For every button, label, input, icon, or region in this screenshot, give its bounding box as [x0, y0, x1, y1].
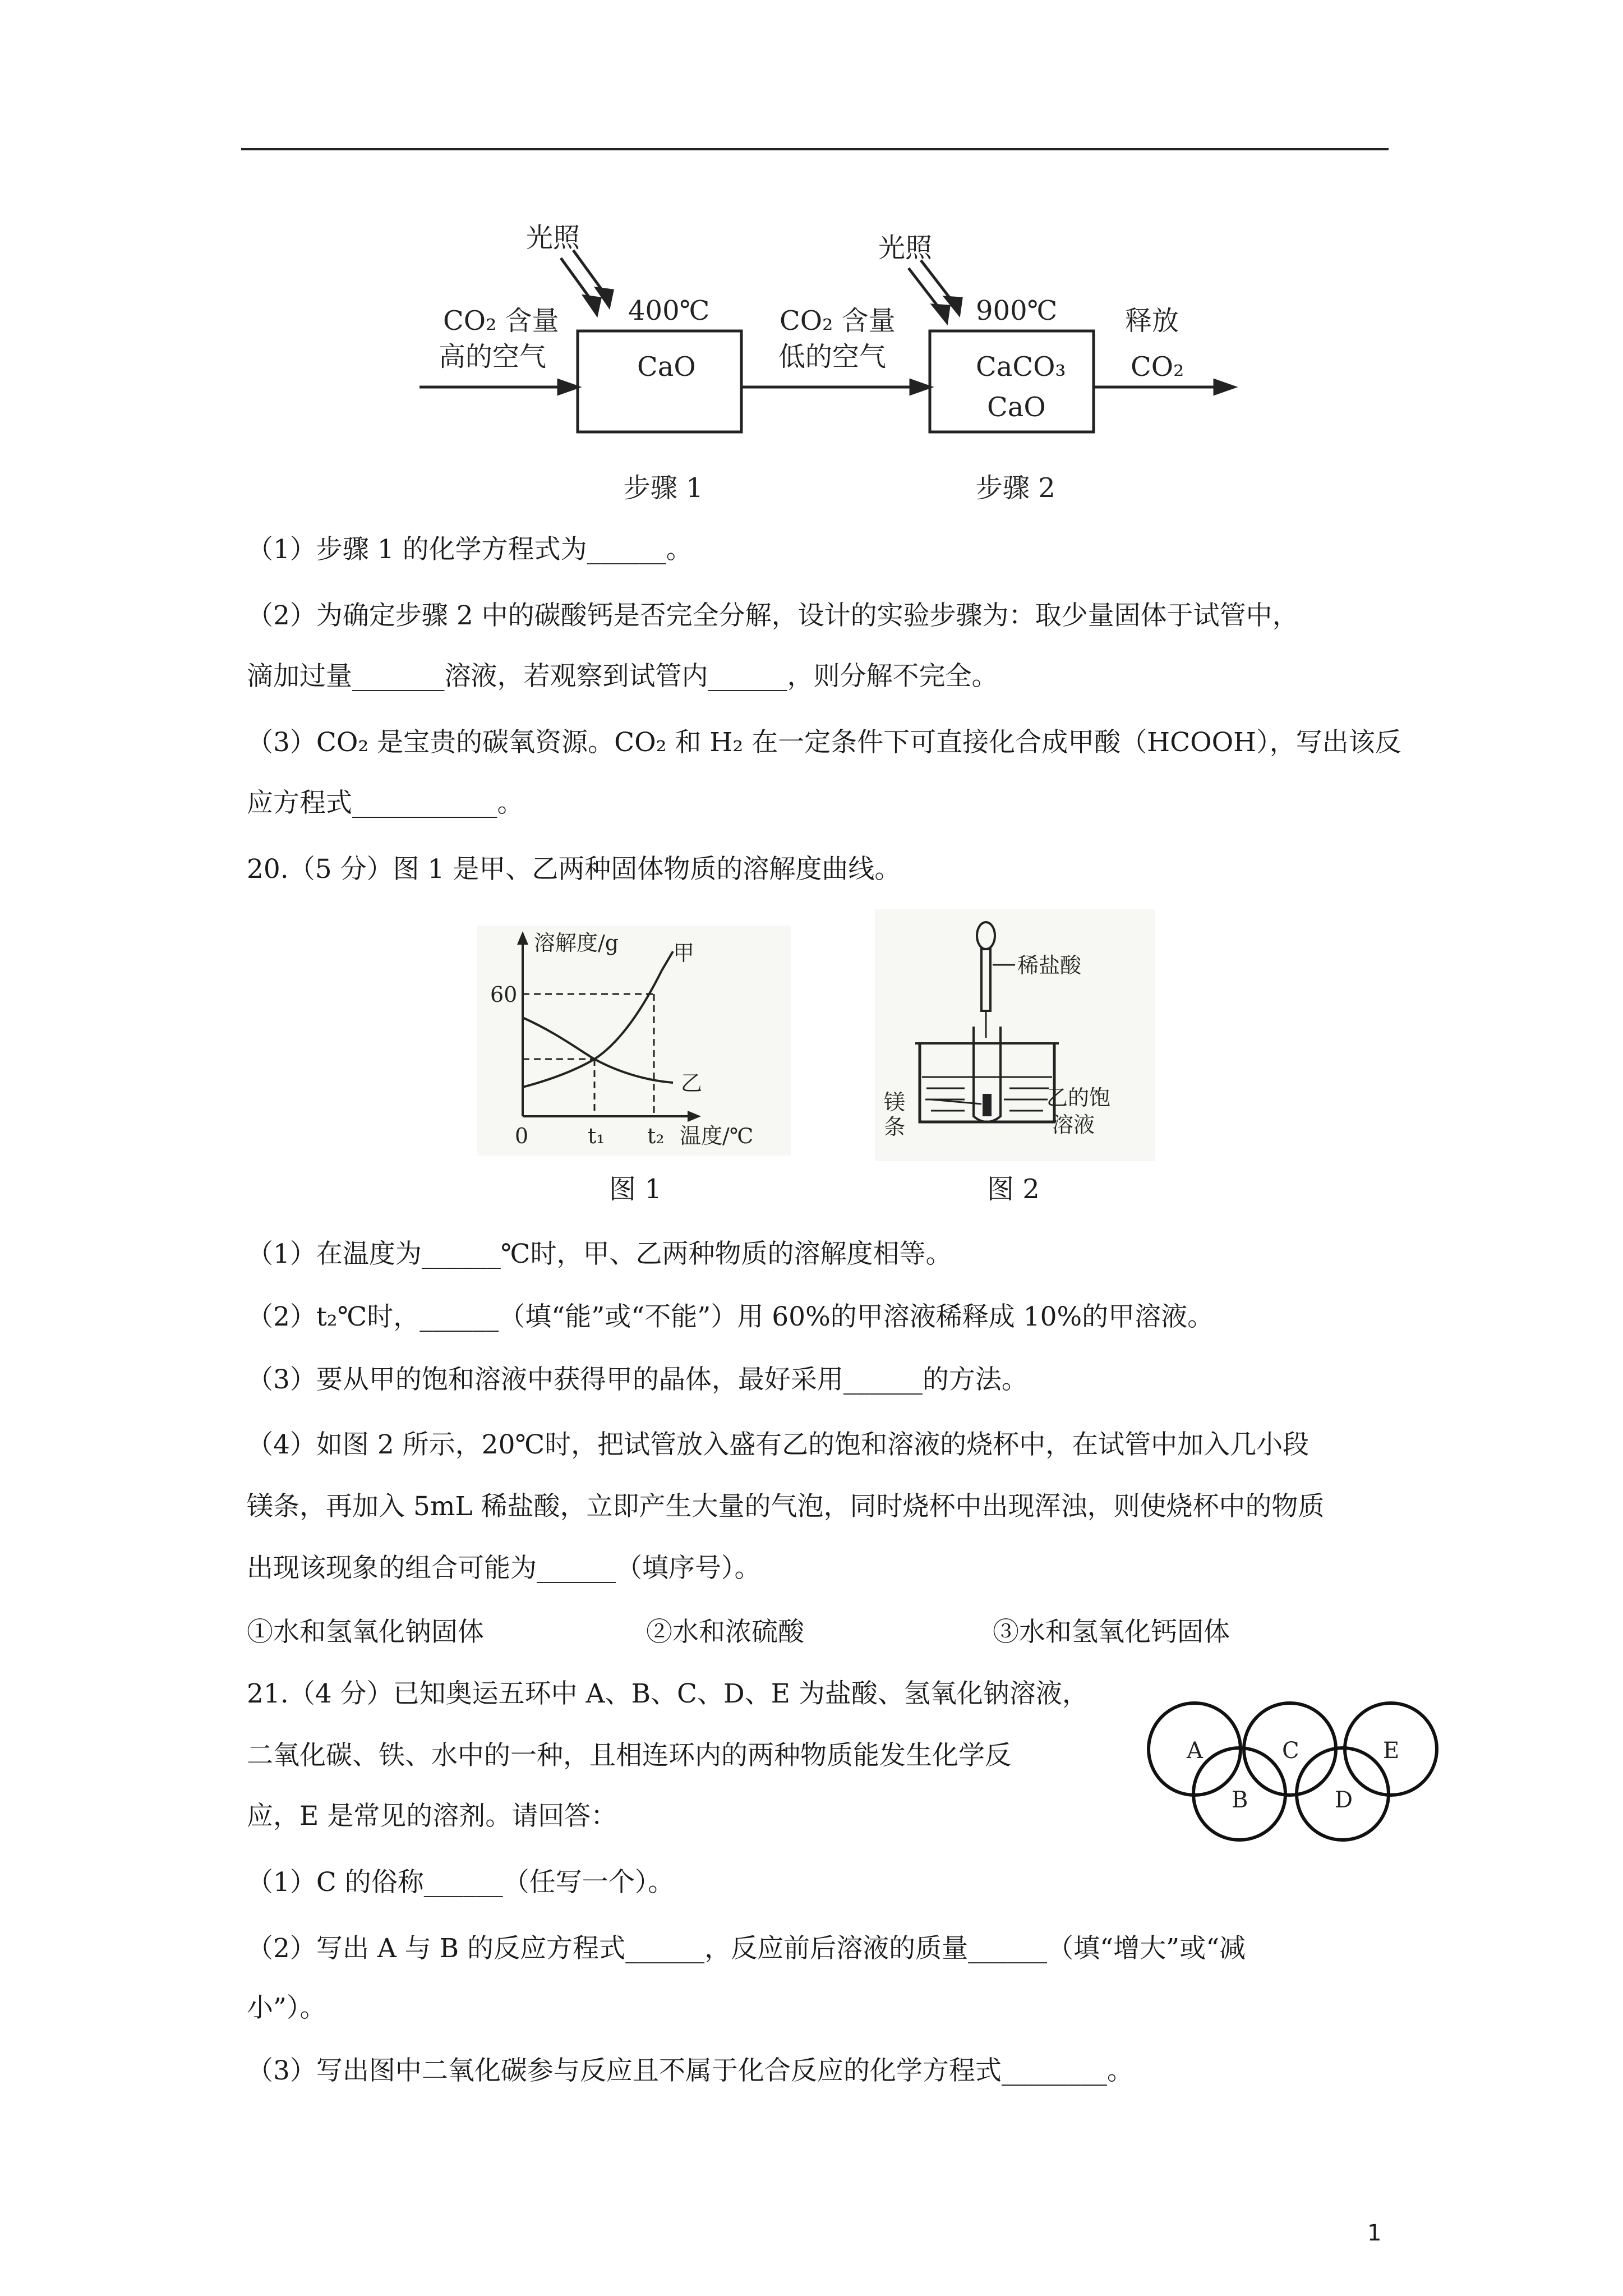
q21-line2: 二氧化碳、铁、水中的一种，且相连环内的两种物质能发生化学反	[247, 1740, 1011, 1771]
light-label-1: 光照	[526, 222, 580, 254]
q19-part1: （1）步骤 1 的化学方程式为______。	[247, 534, 693, 565]
fig1-tick-t1: t₁	[588, 1124, 605, 1148]
q20-title: 20.（5 分）图 1 是甲、乙两种固体物质的溶解度曲线。	[247, 854, 901, 885]
q21-part3: （3）写出图中二氧化碳参与反应且不属于化合反应的化学方程式________。	[247, 2055, 1133, 2086]
q19-part2-line2: 滴加过量_______溶液，若观察到试管内______，则分解不完全。	[247, 661, 998, 692]
page-number: 1	[1367, 2220, 1382, 2246]
q20-part4-line2: 镁条，再加入 5mL 稀盐酸，立即产生大量的气泡，同时烧杯中出现浑浊，则使烧杯中的物质	[247, 1491, 1325, 1522]
ring-e-label: E	[1383, 1738, 1400, 1764]
ring-d-label: D	[1335, 1787, 1353, 1813]
fig1-origin: 0	[515, 1124, 529, 1148]
ring-a-label: A	[1187, 1738, 1203, 1764]
temp-label-1: 400℃	[628, 295, 710, 326]
fig2-caption: 图 2	[987, 1174, 1040, 1205]
fig2-mg-label-2: 条	[884, 1115, 906, 1139]
box2-text-2: CaO	[987, 392, 1046, 423]
q21-line3: 应，E 是常见的溶剂。请回答：	[247, 1801, 617, 1832]
q20-option-3: ③水和氢氧化钙固体	[993, 1617, 1230, 1648]
fig2-solution-label-1: 乙的饱	[1046, 1085, 1111, 1110]
output-label-1: 释放	[1125, 305, 1179, 337]
step1-label: 步骤 1	[624, 472, 703, 504]
q19-part3-line2: 应方程式___________。	[247, 788, 524, 818]
q20-part3: （3）要从甲的饱和溶液中获得甲的晶体，最好采用______的方法。	[247, 1364, 1028, 1395]
mid-air-label-1: CO₂ 含量	[780, 305, 896, 337]
q21-part1: （1）C 的俗称______（任写一个）。	[247, 1867, 675, 1898]
step2-label: 步骤 2	[976, 472, 1055, 504]
input-air-label-1: CO₂ 含量	[443, 305, 559, 337]
fig1-label-yi: 乙	[681, 1071, 703, 1096]
mid-air-label-2: 低的空气	[778, 341, 887, 372]
box1-text: CaO	[637, 351, 696, 383]
fig1-ylabel: 溶解度/g	[534, 931, 619, 955]
light-label-2: 光照	[878, 232, 933, 264]
q21-line1: 21.（4 分）已知奥运五环中 A、B、C、D、E 为盐酸、氢氧化钠溶液，	[247, 1678, 1089, 1709]
q20-part2: （2）t₂℃时，______（填“能”或“不能”）用 60%的甲溶液稀释成 10%的甲溶液。	[247, 1301, 1214, 1332]
q20-option-2: ②水和浓硫酸	[646, 1617, 804, 1648]
temp-label-2: 900℃	[976, 295, 1058, 326]
q20-option-1: ①水和氢氧化钠固体	[247, 1617, 484, 1648]
fig2-mg-label-1: 镁	[884, 1090, 906, 1115]
q19-part3-line1: （3）CO₂ 是宝贵的碳氧资源。CO₂ 和 H₂ 在一定条件下可直接化合成甲酸（HCOOH），写出该反	[247, 727, 1401, 758]
q21-part2-line2: 小”）。	[247, 1993, 326, 2023]
q20-part4-line1: （4）如图 2 所示，20℃时，把试管放入盛有乙的饱和溶液的烧杯中，在试管中加入几小段	[247, 1429, 1310, 1460]
output-label-2: CO₂	[1131, 351, 1184, 383]
fig1-tick-60: 60	[490, 982, 518, 1007]
ring-b-label: B	[1232, 1787, 1248, 1813]
box2-text-1: CaCO₃	[976, 351, 1066, 383]
fig1-tick-t2: t₂	[647, 1124, 665, 1148]
fig2-acid-label: 稀盐酸	[1017, 953, 1082, 978]
q19-part2-line1: （2）为确定步骤 2 中的碳酸钙是否完全分解，设计的实验步骤为：取少量固体于试管中，	[247, 600, 1299, 631]
q20-part1: （1）在温度为______℃时，甲、乙两种物质的溶解度相等。	[247, 1239, 952, 1269]
fig1-label-jia: 甲	[673, 941, 695, 965]
input-air-label-2: 高的空气	[439, 341, 547, 372]
ring-c-label: C	[1282, 1738, 1299, 1764]
q21-part2-line1: （2）写出 A 与 B 的反应方程式______，反应前后溶液的质量______（填“增大”或“减	[247, 1933, 1246, 1964]
fig2-solution-label-2: 溶液	[1052, 1112, 1095, 1137]
fig1-xlabel: 温度/℃	[680, 1124, 754, 1148]
fig1-caption: 图 1	[609, 1174, 662, 1205]
q20-part4-line3: 出现该现象的组合可能为______（填序号）。	[247, 1553, 761, 1584]
